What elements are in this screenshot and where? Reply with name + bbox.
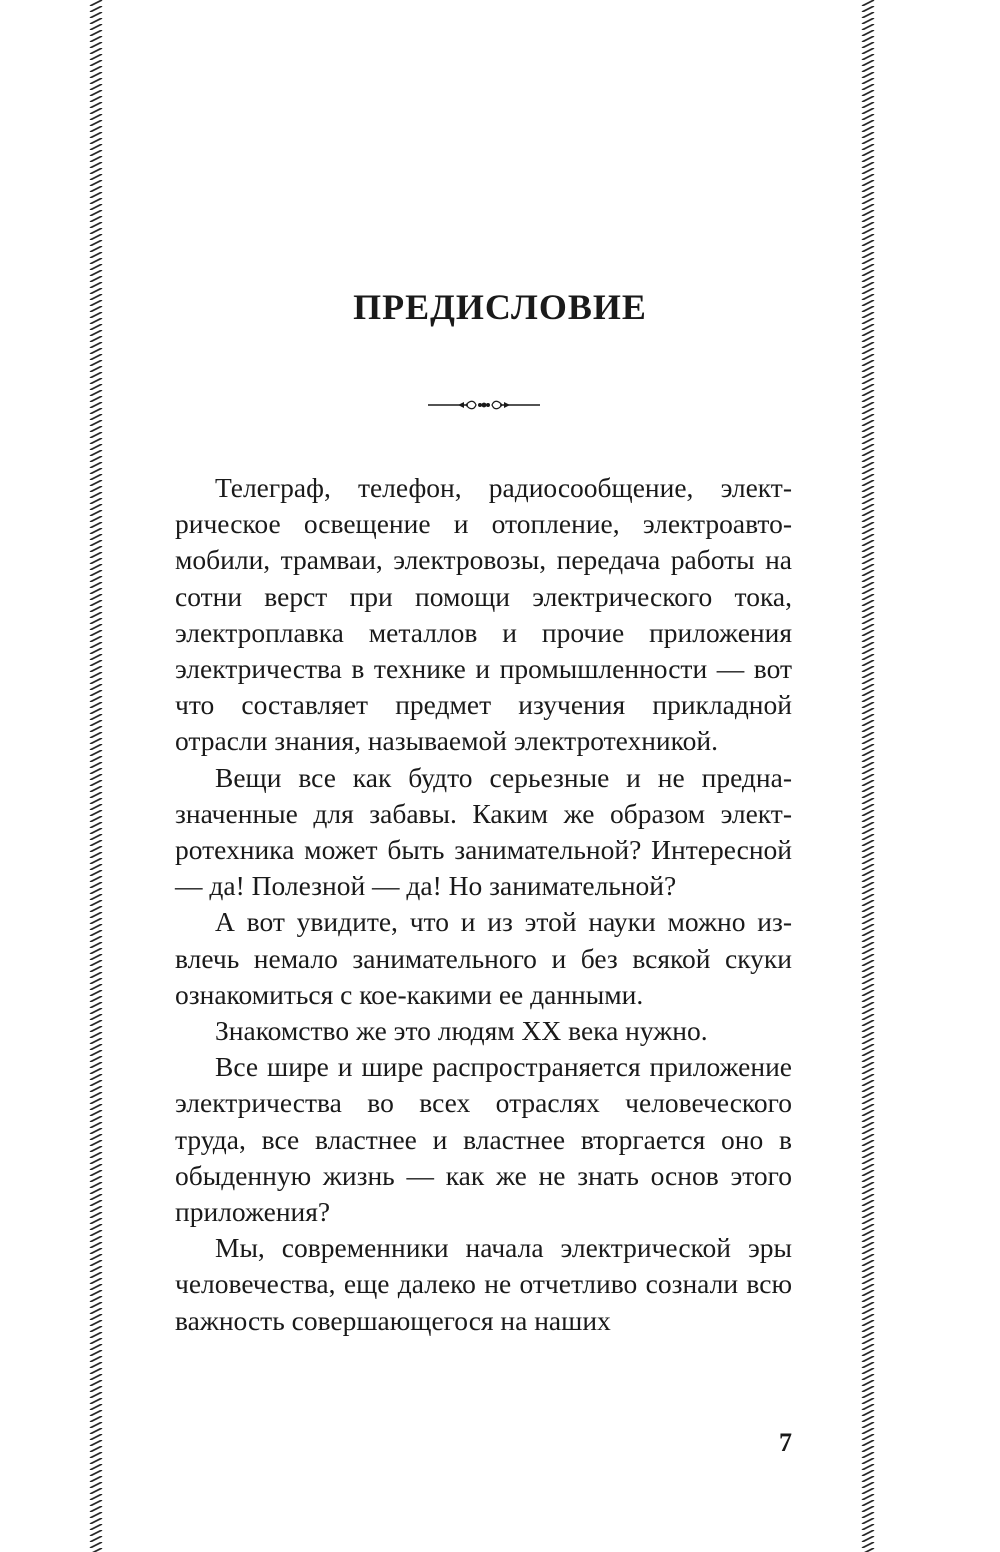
right-decorative-border [860,0,876,1552]
paragraph: Вещи все как будто серьезные и не предназначенные для забавы. Каким же образом электротехника может быть занимательной? Интересной — да! Полезной — да! Но занимательной? [175,761,792,902]
paragraph: Все шире и шире распространяется приложение электричества во всех отраслях человеческого труда, все властнее и властнее вторгается оно в обыденную жизнь — как же не знать основ этого приложения? [175,1051,792,1228]
body-text [175,470,792,1339]
ornament-divider-icon [428,398,540,412]
chapter-title: ПРЕДИСЛОВИЕ [353,287,647,327]
paragraph: Телеграф, телефон, радиосообщение, электрическое освещение и отопление, электроавтомобили, трамваи, электровозы, передача работы на сотни верст при помощи электрического тока, электроплавка металлов и прочие приложения электричества в технике и промышленности — вот что составляет предмет изучения прикладной отрасли знания, называемой электротехникой. [175,472,792,757]
left-decorative-border [88,0,104,1552]
page-number: 7 [779,1428,792,1457]
paragraph: Знакомство же это людям XX века нужно. [215,1015,708,1047]
paragraph: Мы, современники начала электрической эры человечества, еще далеко не отчетливо сознали всю важность совершающегося на наших [175,1232,792,1336]
paragraph: А вот увидите, что и из этой науки можно извлечь немало занимательного и без всякой скуки ознакомиться с кое-какими ее данными. [175,906,792,1010]
